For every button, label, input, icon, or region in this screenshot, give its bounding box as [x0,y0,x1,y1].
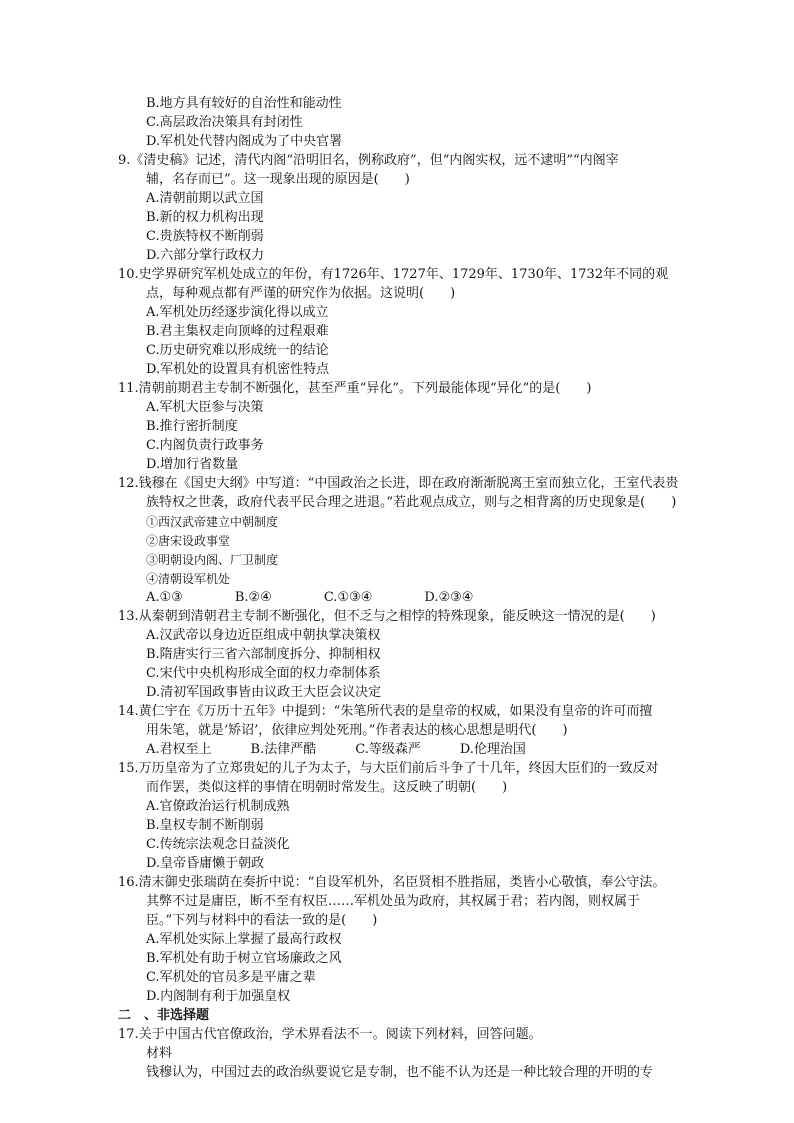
text-line: A.汉武帝以身边近臣组成中朝执掌决策权 [146,628,381,643]
text-line: 15.万历皇帝为了立郑贵妃的儿子为太子，与大臣们前后斗争了十几年，终因大臣们的一致反对 [118,761,659,776]
text-line: D.皇帝昏庸懒于朝政 [146,856,265,871]
text-line: 材料 [146,1046,173,1061]
text-line: A.君权至上 B.法律严酷 C.等级森严 D.伦理治国 [146,742,526,757]
text-line: D.内阁制有利于加强皇权 [146,989,291,1004]
text-line: 16.清末御史张瑞荫在奏折中说：“自设军机外，名臣贤相不胜指屈，类皆小心敬慎，奉公守法。 [118,875,666,890]
text-line: 其弊不过是庸臣，断不至有权臣……军机处虽为政府，其权属于君；若内阁，则权属于 [146,894,641,909]
text-line: D.六部分掌行政权力 [146,248,265,263]
text-line: 用朱笔，就是‘矫诏’，依律应判处死刑。”作者表达的核心思想是明代( ) [146,723,568,738]
text-line: B.新的权力机构出现 [146,210,264,225]
text-line: B.推行密折制度 [146,419,238,434]
text-line: 17.关于中国古代官僚政治，学术界看法不一。阅读下列材料，回答问题。 [118,1027,542,1042]
text-line: C.历史研究难以形成统一的结论 [146,343,329,358]
text-line: ①西汉武帝建立中朝制度 [146,515,279,529]
text-line: C.军机处的官员多是平庸之辈 [146,970,316,985]
text-line: 钱穆认为，中国过去的政治纵要说它是专制，也不能不认为还是一种比较合理的开明的专 [146,1065,654,1080]
text-line: D.增加行省数量 [146,457,239,472]
text-line: A.官僚政治运行机制成熟 [146,799,290,814]
text-line: A.军机处历经逐步演化得以成立 [146,305,329,320]
text-line: D.军机处的设置具有机密性特点 [146,362,330,377]
text-line: A.清朝前期以武立国 [146,191,264,206]
text-line: B.君主集权走向顶峰的过程艰难 [146,324,329,339]
text-line: C.宋代中央机构形成全面的权力牵制体系 [146,666,381,681]
text-line: B.军机处有助于树立官场廉政之风 [146,951,342,966]
text-line: B.隋唐实行三省六部制度拆分、抑制相权 [146,647,381,662]
text-line: 而作罢，类似这样的事情在明朝时常发生。这反映了明朝( ) [146,780,508,795]
text-line: C.高层政治决策具有封闭性 [146,115,303,130]
text-line: C.传统宗法观念日益淡化 [146,837,290,852]
text-line: C.内阁负责行政事务 [146,438,264,453]
text-line: B.地方具有较好的自治性和能动性 [146,96,342,111]
text-line: 族特权之世袭，政府代表平民合理之进退。”若此观点成立，则与之相背离的历史现象是( ) [146,495,677,510]
text-line: A.军机大臣参与决策 [146,400,264,415]
text-line: B.皇权专制不断削弱 [146,818,264,833]
text-line: ③明朝设内阁、厂卫制度 [146,553,279,567]
text-line: 13.从秦朝到清朝君主专制不断强化，但不乏与之相悖的特殊现象，能反映这一情况的是( ) [118,609,656,624]
text-line: A.军机处实际上掌握了最高行政权 [146,932,342,947]
text-line: 点，每种观点都有严谨的研究作为依据。这说明( ) [146,286,456,301]
text-line: ④清朝设军机处 [146,572,231,586]
text-line: 12.钱穆在《国史大纲》中写道：“中国政治之长进，即在政府渐渐脱离王室而独立化，王室代表贵 [118,476,679,491]
text-line: 9.《清史稿》记述，清代内阁“沿明旧名，例称政府”，但“内阁实权，远不逮明”“内阁宰 [118,153,619,168]
text-line: D.军机处代替内阁成为了中央官署 [146,134,343,149]
text-line: C.贵族特权不断削弱 [146,229,264,244]
text-line: 臣。”下列与材料中的看法一致的是( ) [146,913,378,928]
text-line: 11.清朝前期君主专制不断强化，甚至严重“异化”。下列最能体现“异化”的是( ) [118,381,592,396]
text-line: 10.史学界研究军机处成立的年份，有1726年、1727年、1729年、1730年、1732年不同的观 [118,267,669,282]
text-line: 二 、非选择题 [118,1008,210,1023]
text-line: 14.黄仁宇在《万历十五年》中提到：“朱笔所代表的是皇帝的权威，如果没有皇帝的许可而擅 [118,704,653,719]
text-line: A.①③ B.②④ C.①③④ D.②③④ [146,590,474,605]
text-line: 辅，名存而已”。这一现象出现的原因是( ) [146,172,410,187]
text-line: ②唐宋设政事堂 [146,534,231,548]
text-line: D.清初军国政事皆由议政王大臣会议决定 [146,685,382,700]
